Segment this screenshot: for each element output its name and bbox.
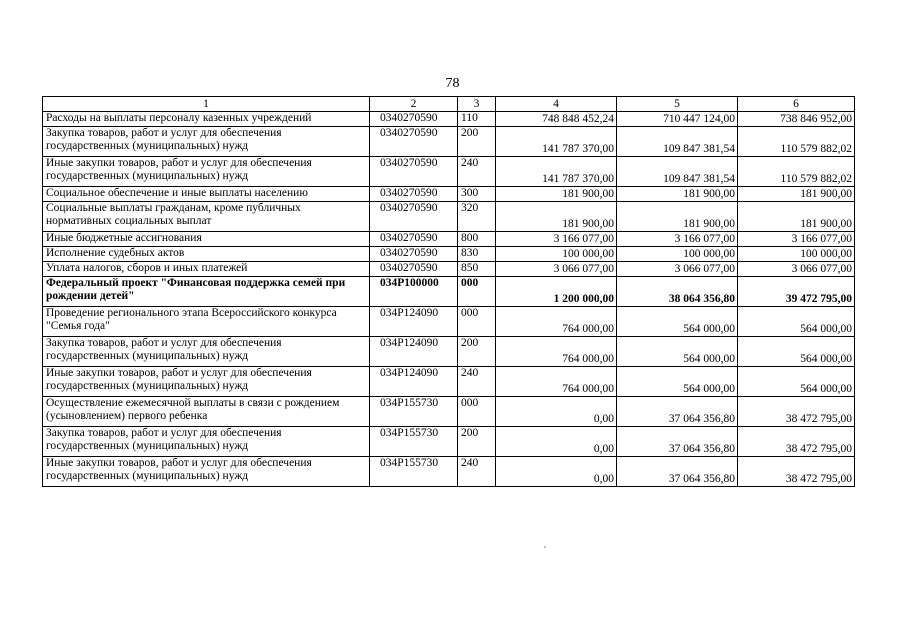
row-value-col-4: 100 000,00 — [496, 247, 617, 262]
row-expense-type: 200 — [458, 127, 496, 157]
row-expense-type: 000 — [458, 307, 496, 337]
row-value-col-4: 764 000,00 — [496, 367, 617, 397]
row-target-code: 0340270590 — [370, 187, 458, 202]
row-expense-type: 850 — [458, 262, 496, 277]
row-value-col-6: 38 472 795,00 — [738, 397, 855, 427]
header-col-3: 3 — [458, 97, 496, 112]
row-name: Расходы на выплаты персоналу казенных учреждений — [43, 112, 370, 127]
row-value-col-5: 100 000,00 — [617, 247, 738, 262]
row-expense-type: 110 — [458, 112, 496, 127]
row-value-col-6: 564 000,00 — [738, 367, 855, 397]
row-name: Исполнение судебных актов — [43, 247, 370, 262]
row-target-code: 034P124090 — [370, 367, 458, 397]
row-target-code: 0340270590 — [370, 112, 458, 127]
table-row — [43, 232, 855, 247]
row-name: Социальные выплаты гражданам, кроме публичных нормативных социальных выплат — [43, 202, 370, 232]
row-value-col-5: 37 064 356,80 — [617, 457, 738, 487]
row-value-col-6: 3 066 077,00 — [738, 262, 855, 277]
row-expense-type: 240 — [458, 157, 496, 187]
row-value-col-4: 3 066 077,00 — [496, 262, 617, 277]
scan-speck — [544, 546, 546, 548]
header-col-1: 1 — [43, 97, 370, 112]
row-target-code: 034P124090 — [370, 307, 458, 337]
row-value-col-6: 181 900,00 — [738, 187, 855, 202]
table-row — [43, 337, 855, 367]
row-value-col-6: 39 472 795,00 — [738, 277, 855, 307]
row-expense-type: 200 — [458, 337, 496, 367]
row-value-col-5: 37 064 356,80 — [617, 427, 738, 457]
row-name: Иные бюджетные ассигнования — [43, 232, 370, 247]
row-value-col-5: 38 064 356,80 — [617, 277, 738, 307]
row-value-col-4: 764 000,00 — [496, 307, 617, 337]
row-value-col-4: 764 000,00 — [496, 337, 617, 367]
row-expense-type: 000 — [458, 397, 496, 427]
row-expense-type: 830 — [458, 247, 496, 262]
row-expense-type: 200 — [458, 427, 496, 457]
row-value-col-5: 109 847 381,54 — [617, 127, 738, 157]
row-value-col-6: 564 000,00 — [738, 307, 855, 337]
row-value-col-4: 0,00 — [496, 457, 617, 487]
row-value-col-6: 110 579 882,02 — [738, 127, 855, 157]
page-number: 78 — [445, 76, 460, 91]
row-value-col-5: 564 000,00 — [617, 367, 738, 397]
row-value-col-5: 3 166 077,00 — [617, 232, 738, 247]
row-target-code: 0340270590 — [370, 232, 458, 247]
row-target-code: 034P124090 — [370, 337, 458, 367]
row-value-col-6: 38 472 795,00 — [738, 427, 855, 457]
table-row — [43, 127, 855, 157]
row-value-col-4: 0,00 — [496, 427, 617, 457]
row-target-code: 034P100000 — [370, 277, 458, 307]
row-value-col-4: 181 900,00 — [496, 202, 617, 232]
budget-table — [42, 96, 855, 487]
row-name: Федеральный проект "Финансовая поддержка семей при рождении детей" — [43, 277, 370, 307]
row-value-col-4: 748 848 452,24 — [496, 112, 617, 127]
row-value-col-6: 110 579 882,02 — [738, 157, 855, 187]
row-expense-type: 240 — [458, 457, 496, 487]
row-target-code: 0340270590 — [370, 247, 458, 262]
row-value-col-4: 0,00 — [496, 397, 617, 427]
row-target-code: 034P155730 — [370, 397, 458, 427]
row-value-col-4: 141 787 370,00 — [496, 127, 617, 157]
table-row — [43, 157, 855, 187]
row-target-code: 0340270590 — [370, 127, 458, 157]
row-name: Закупка товаров, работ и услуг для обеспечения государственных (муниципальных) нужд — [43, 127, 370, 157]
row-expense-type: 300 — [458, 187, 496, 202]
row-value-col-6: 738 846 952,00 — [738, 112, 855, 127]
header-col-5: 5 — [617, 97, 738, 112]
row-value-col-6: 100 000,00 — [738, 247, 855, 262]
row-name: Проведение регионального этапа Всероссийского конкурса "Семья года" — [43, 307, 370, 337]
row-value-col-5: 109 847 381,54 — [617, 157, 738, 187]
header-row — [43, 97, 855, 112]
row-value-col-6: 3 166 077,00 — [738, 232, 855, 247]
row-expense-type: 800 — [458, 232, 496, 247]
row-value-col-6: 181 900,00 — [738, 202, 855, 232]
row-value-col-5: 181 900,00 — [617, 187, 738, 202]
row-value-col-4: 1 200 000,00 — [496, 277, 617, 307]
table-body — [43, 112, 855, 487]
row-name: Осуществление ежемесячной выплаты в связи с рождением (усыновлением) первого ребенка — [43, 397, 370, 427]
row-value-col-4: 141 787 370,00 — [496, 157, 617, 187]
table-row — [43, 112, 855, 127]
row-target-code: 034P155730 — [370, 427, 458, 457]
row-name: Социальное обеспечение и иные выплаты населению — [43, 187, 370, 202]
row-value-col-6: 38 472 795,00 — [738, 457, 855, 487]
row-target-code: 0340270590 — [370, 202, 458, 232]
row-name: Уплата налогов, сборов и иных платежей — [43, 262, 370, 277]
header-col-6: 6 — [738, 97, 855, 112]
row-value-col-5: 3 066 077,00 — [617, 262, 738, 277]
table-row — [43, 277, 855, 307]
row-target-code: 034P155730 — [370, 457, 458, 487]
header-col-2: 2 — [370, 97, 458, 112]
row-value-col-5: 37 064 356,80 — [617, 397, 738, 427]
row-expense-type: 320 — [458, 202, 496, 232]
row-value-col-5: 564 000,00 — [617, 337, 738, 367]
table-row — [43, 307, 855, 337]
row-value-col-4: 181 900,00 — [496, 187, 617, 202]
table-row — [43, 457, 855, 487]
header-col-4: 4 — [496, 97, 617, 112]
row-value-col-5: 181 900,00 — [617, 202, 738, 232]
row-value-col-4: 3 166 077,00 — [496, 232, 617, 247]
table-row — [43, 187, 855, 202]
table-row — [43, 247, 855, 262]
row-name: Иные закупки товаров, работ и услуг для обеспечения государственных (муниципальных) нужд — [43, 457, 370, 487]
table-row — [43, 367, 855, 397]
row-expense-type: 240 — [458, 367, 496, 397]
row-name: Иные закупки товаров, работ и услуг для обеспечения государственных (муниципальных) нужд — [43, 157, 370, 187]
table-row — [43, 262, 855, 277]
row-expense-type: 000 — [458, 277, 496, 307]
table-row — [43, 427, 855, 457]
row-name: Закупка товаров, работ и услуг для обеспечения государственных (муниципальных) нужд — [43, 337, 370, 367]
row-target-code: 0340270590 — [370, 262, 458, 277]
table-row — [43, 202, 855, 232]
row-target-code: 0340270590 — [370, 157, 458, 187]
row-name: Иные закупки товаров, работ и услуг для обеспечения государственных (муниципальных) нужд — [43, 367, 370, 397]
row-value-col-5: 564 000,00 — [617, 307, 738, 337]
table-row — [43, 397, 855, 427]
row-value-col-5: 710 447 124,00 — [617, 112, 738, 127]
row-name: Закупка товаров, работ и услуг для обеспечения государственных (муниципальных) нужд — [43, 427, 370, 457]
row-value-col-6: 564 000,00 — [738, 337, 855, 367]
